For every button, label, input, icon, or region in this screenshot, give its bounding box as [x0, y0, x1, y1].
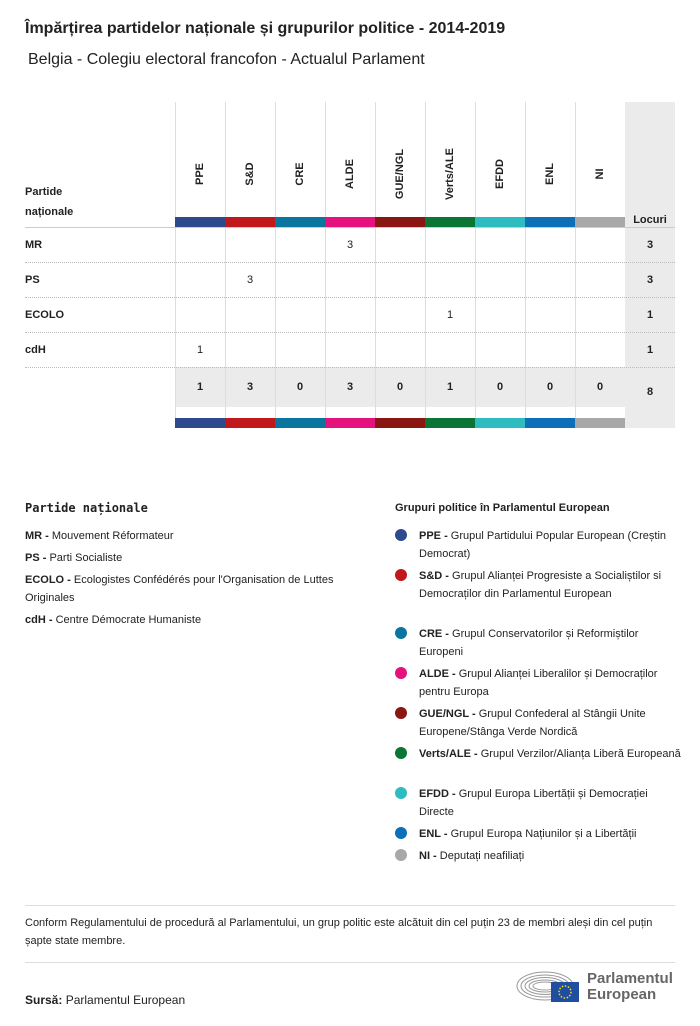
column-header-efdd: EFDD: [494, 159, 506, 189]
group-color-bar-bottom: [175, 418, 225, 428]
group-color-bar-bottom: [475, 418, 525, 428]
group-abbr: ALDE: [419, 668, 449, 680]
seat-cell: 3: [246, 273, 254, 286]
party-name: Ecologistes Confédérés pour l'Organisation de Luttes Originales: [25, 574, 334, 604]
seat-cell: 1: [446, 308, 454, 321]
party-seats-total: 1: [646, 308, 654, 321]
group-abbr: ENL: [419, 828, 441, 840]
parliament-hemicycle-icon: [515, 966, 585, 1006]
party-label: MR: [25, 238, 43, 251]
group-color-dot-icon: [395, 849, 407, 861]
ep-logo: [515, 966, 680, 1006]
column-header-cre: CRE: [294, 162, 306, 186]
group-legend-item: CRE - Grupul Conservatorilor și Reformiștilor Europeni: [395, 625, 685, 661]
total-cell: 3: [346, 381, 354, 393]
group-name: Deputați neafiliați: [439, 850, 525, 862]
group-color-bar: [525, 217, 575, 227]
column-header-sd: S&D: [244, 162, 256, 186]
group-color-dot-icon: [395, 747, 407, 759]
party-abbr: PS: [25, 552, 40, 564]
parties-legend-heading: Partide naționale: [25, 501, 148, 515]
group-color-bar: [275, 217, 325, 227]
group-name: Grupul Alianței Liberalilor și Democraților pentru Europa: [419, 668, 658, 698]
total-cell: 0: [296, 381, 304, 393]
group-color-bar-bottom: [325, 418, 375, 428]
group-legend-item: PPE - Grupul Partidului Popular European (Creștin Democrat): [395, 527, 685, 563]
total-cell: 0: [496, 381, 504, 393]
party-legend-item: ECOLO - Ecologistes Confédérés pour l'Organisation de Luttes Originales: [25, 574, 334, 604]
total-cell: 1: [196, 381, 204, 393]
column-header-guengl: GUE/NGL: [394, 148, 406, 200]
group-name: Grupul Verzilor/Alianța Liberă Europeană: [480, 748, 681, 760]
party-legend-item: MR - Mouvement Réformateur: [25, 530, 174, 542]
group-color-dot-icon: [395, 667, 407, 679]
party-label: PS: [25, 273, 40, 286]
group-legend-item: EFDD - Grupul Europa Libertății și Democrației Directe: [395, 785, 685, 821]
column-header-ni: NI: [594, 168, 606, 180]
party-name: Centre Démocrate Humaniste: [55, 614, 202, 626]
group-color-dot-icon: [395, 627, 407, 639]
row-header: Partide naționale: [25, 186, 74, 218]
party-legend-item: PS - Parti Socialiste: [25, 552, 123, 564]
party-name: Parti Socialiste: [49, 552, 123, 564]
group-name: Grupul Confederal al Stângii Unite Europene/Stânga Verde Nordică: [419, 708, 646, 738]
logo-text: Parlamentul European: [587, 970, 673, 1003]
party-seats-total: 3: [646, 238, 654, 251]
group-color-bar-bottom: [275, 418, 325, 428]
group-color-bar: [225, 217, 275, 227]
total-cell: 0: [546, 381, 554, 393]
group-abbr: NI: [419, 850, 430, 862]
party-label: ECOLO: [25, 308, 65, 321]
group-color-bar: [475, 217, 525, 227]
group-color-bar-bottom: [575, 418, 625, 428]
group-abbr: S&D: [419, 570, 443, 582]
group-legend-item: NI - Deputați neafiliați: [395, 847, 685, 865]
page-title: Împărțirea partidelor naționale și grupurilor politice - 2014-2019: [25, 20, 506, 37]
group-color-bar-bottom: [225, 418, 275, 428]
source-value: Parlamentul European: [65, 993, 186, 1007]
party-legend-item: cdH - Centre Démocrate Humaniste: [25, 614, 202, 626]
seats-header: Locuri: [633, 213, 667, 226]
group-abbr: GUE/NGL: [419, 708, 469, 720]
source: [25, 993, 185, 1007]
group-abbr: Verts/ALE: [419, 748, 471, 760]
party-seats-total: 3: [646, 273, 654, 286]
group-color-dot-icon: [395, 787, 407, 799]
group-name: Grupul Europa Națiunilor și a Libertății: [450, 828, 637, 840]
party-label: cdH: [25, 343, 46, 356]
group-color-bar-bottom: [425, 418, 475, 428]
group-name: Grupul Alianței Progresiste a Socialiștilor si Democraților din Parlamentul European: [419, 570, 662, 600]
row-divider: [25, 367, 675, 368]
party-name: Mouvement Réformateur: [51, 530, 174, 542]
group-name: Grupul Conservatorilor și Reformiștilor Europeni: [419, 628, 639, 658]
column-header-ppe: PPE: [194, 162, 206, 186]
total-cell: 0: [596, 381, 604, 393]
column-header-enl: ENL: [544, 163, 556, 185]
total-cell: 0: [396, 381, 404, 393]
footnote: Conform Regulamentului de procedură al Parlamentului, un grup politic este alcătuit din cel puțin 23 de membri aleși din cel puțin șapte state membre.: [25, 905, 675, 963]
group-name: Grupul Partidului Popular European (Creștin Democrat): [419, 530, 667, 560]
group-legend-item: Verts/ALE - Grupul Verzilor/Alianța Liberă Europeană: [395, 745, 685, 763]
group-color-bar: [325, 217, 375, 227]
page-subtitle: Belgia - Colegiu electoral francofon - Actualul Parlament: [28, 51, 425, 68]
party-seats-total: 1: [646, 343, 654, 356]
group-legend-item: GUE/NGL - Grupul Confederal al Stângii Unite Europene/Stânga Verde Nordică: [395, 705, 685, 741]
group-color-bar: [375, 217, 425, 227]
group-legend-item: S&D - Grupul Alianței Progresiste a Socialiștilor si Democraților din Parlamentul European: [395, 567, 685, 603]
group-color-dot-icon: [395, 827, 407, 839]
grand-total: 8: [646, 386, 654, 398]
group-color-bar: [175, 217, 225, 227]
group-legend-item: ALDE - Grupul Alianței Liberalilor și Democraților pentru Europa: [395, 665, 685, 701]
group-legend-item: ENL - Grupul Europa Națiunilor și a Libertății: [395, 825, 685, 843]
group-color-dot-icon: [395, 529, 407, 541]
group-color-bar-bottom: [525, 418, 575, 428]
party-abbr: cdH: [25, 614, 46, 626]
seat-cell: 1: [196, 343, 204, 356]
group-color-bar-bottom: [375, 418, 425, 428]
row-divider: [25, 332, 675, 333]
column-header-vertsale: Verts/ALE: [444, 148, 456, 200]
group-color-dot-icon: [395, 569, 407, 581]
groups-legend-heading: Grupuri politice în Parlamentul European: [395, 502, 610, 514]
group-color-dot-icon: [395, 707, 407, 719]
group-name: Grupul Europa Libertății și Democrației Directe: [419, 788, 648, 818]
row-divider: [25, 297, 675, 298]
seat-cell: 3: [346, 238, 354, 251]
total-cell: 3: [246, 381, 254, 393]
column-header-alde: ALDE: [344, 159, 356, 189]
party-abbr: MR: [25, 530, 43, 542]
group-abbr: CRE: [419, 628, 443, 640]
total-cell: 1: [446, 381, 454, 393]
source-label: Sursă:: [25, 993, 63, 1007]
group-abbr: PPE: [419, 530, 442, 542]
group-color-bar: [425, 217, 475, 227]
group-color-bar: [575, 217, 625, 227]
party-abbr: ECOLO: [25, 574, 65, 586]
seats-table: [25, 102, 675, 428]
group-abbr: EFDD: [419, 788, 449, 800]
row-divider: [25, 262, 675, 263]
